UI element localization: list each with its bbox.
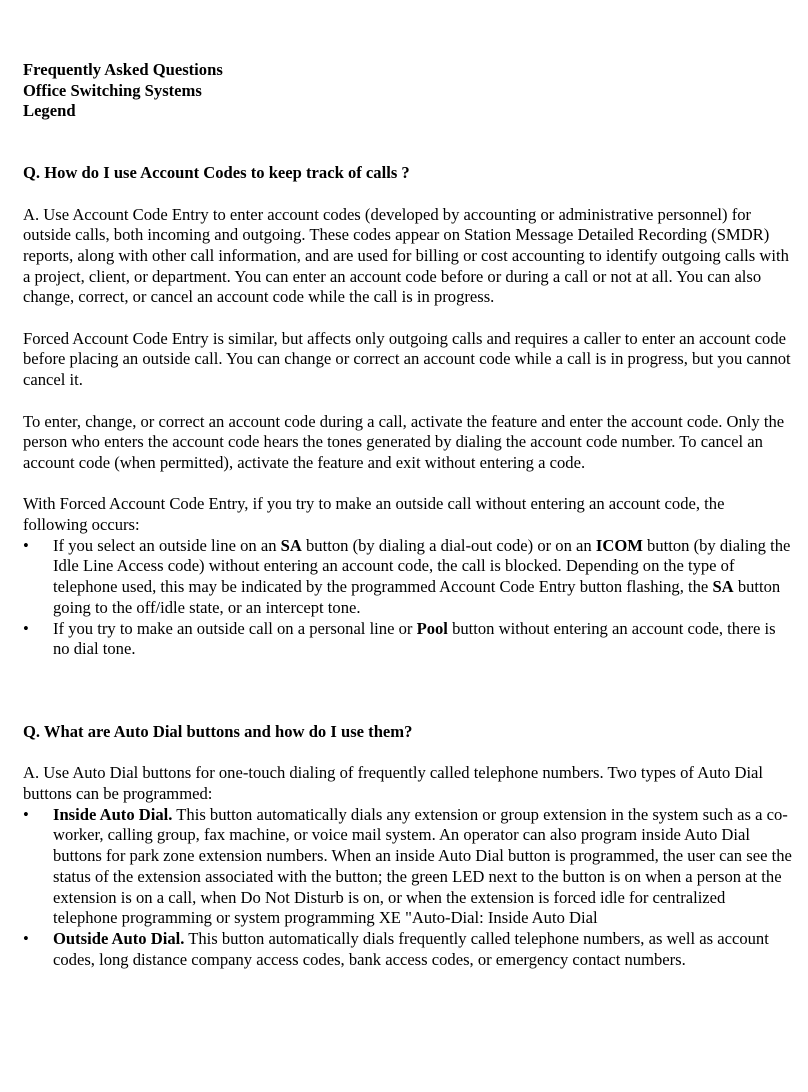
answer-paragraph: A. Use Auto Dial buttons for one-touch dialing of frequently called telephone numbers. Two types of Auto Dial buttons can be programmed: (23, 763, 764, 804)
list-item-text: button (by dialing the Idle Line Access code) without entering an account code, the call is blocked. Depending on the type of telephone used, this may be indicated by the programmed Account Code Entry button flashing, the (53, 535, 791, 597)
bullet-icon: • (23, 804, 29, 824)
question-heading: Q. What are Auto Dial buttons and how do I use them? (23, 721, 413, 741)
list-item (23, 805, 793, 929)
list-item-text: This button automatically dials any extension or group extension in the system such as a co-worker, calling group, fax machine, or voice mail system. An operator can also program inside Auto Dial buttons for park zone extension numbers. When an inside Auto Dial button is programmed, the user can see the status of the extension associated with the button; the green LED next to the button is on when a person at the extension is on a call, when Do Not Disturb is on, or when the extension is forced idle for centralized telephone programming or system programming XE "Auto-Dial: Inside Auto Dial (53, 804, 792, 928)
list-item-text: If you try to make an outside call on a personal line or (53, 618, 417, 638)
faq-section-account-codes (23, 163, 793, 660)
header-subtitle: Office Switching Systems (23, 80, 202, 100)
bullet-list (23, 536, 793, 660)
list-item-text: button going to the off/idle state, or an intercept tone. (53, 577, 781, 617)
bullet-icon: • (23, 618, 29, 638)
bullet-icon: • (23, 535, 29, 555)
button-name-label: ICOM (595, 535, 643, 555)
list-item-text: button without entering an account code, there is no dial tone. (53, 618, 776, 659)
answer-paragraph: Forced Account Code Entry is similar, but affects only outgoing calls and requires a caller to enter an account code before placing an outside call. You can change or correct an account code while a call is in progress, but you cannot cancel it. (23, 328, 791, 390)
header-legend: Legend (23, 101, 76, 121)
answer-paragraph: With Forced Account Code Entry, if you try to make an outside call without entering an account code, the following occurs: (23, 494, 725, 534)
answer-paragraph: A. Use Account Code Entry to enter account codes (developed by accounting or administrative personnel) for outside calls, both incoming and outgoing. These codes appear on Station Message Detailed Recording (SMDR) reports, along with other call information, and are used for billing or cost accounting to identify outgoing calls with a project, client, or department. You can enter an account code before or during a call or not at all. You can also change, correct, or cancel an account code while the call is in progress. (23, 204, 789, 307)
bullet-icon: • (23, 928, 29, 948)
list-item-text: button (by dialing a dial-out code) or on an (301, 535, 596, 555)
list-item-text: This button automatically dials frequently called telephone numbers, as well as account codes, long distance company access codes, bank access codes, or emergency contact numbers. (53, 928, 769, 969)
button-name-label: Pool (416, 618, 448, 638)
faq-section-auto-dial (23, 722, 793, 970)
term-label: Inside Auto Dial. (53, 804, 173, 824)
list-item (23, 536, 793, 619)
answer-paragraph: To enter, change, or correct an account code during a call, activate the feature and enter the account code. Only the person who enters the account code hears the tones generated by dialing the account code number. To cancel an account code (when permitted), activate the feature and exit without entering a code. (23, 411, 785, 472)
document-header (23, 60, 793, 122)
list-item (23, 619, 793, 660)
list-item (23, 929, 793, 970)
question-heading: Q. How do I use Account Codes to keep track of calls ? (23, 163, 410, 183)
document-page (23, 60, 793, 970)
bullet-list (23, 805, 793, 971)
list-item-text: If you select an outside line on an (53, 535, 281, 555)
header-title: Frequently Asked Questions (23, 60, 223, 79)
term-label: Outside Auto Dial. (53, 928, 185, 948)
button-name-label: SA (280, 535, 302, 555)
button-name-label: SA (712, 577, 734, 597)
